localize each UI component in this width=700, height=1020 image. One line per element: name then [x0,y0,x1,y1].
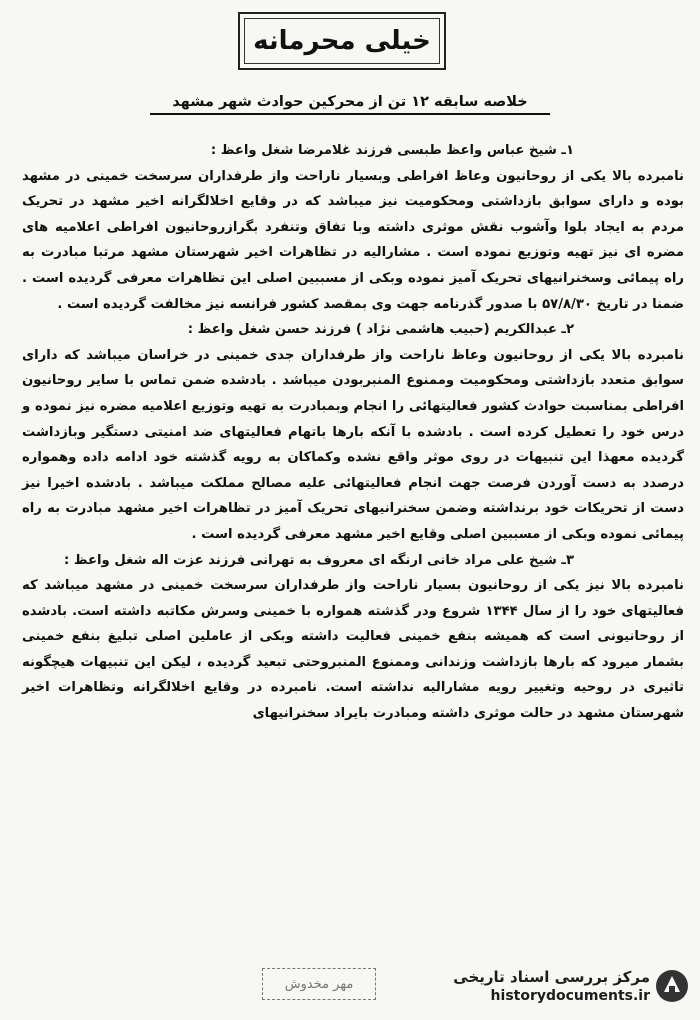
watermark-name: مرکز بررسی اسناد تاریخی [453,968,650,986]
watermark-text [453,968,650,1004]
archive-logo-icon [654,968,690,1004]
section-text-1: نامبرده بالا یکی از روحانیون وعاظ افراطی وبسیار ناراحت واز طرفداران سرسخت خمینی در مشهد بوده و دارای سوابق بازداشتی ومحکومیت نیز میباشد که در وقایع اخلالگرانه اخیر مشهد در تحریک مردم به ایجاد بلوا وآشوب نقش موثری داشته وبا تفاق وتنفرد بگرازروحانیون افراطی اعلامیه های مضره ای نیز تهیه وتوزیع نموده است . مشارالیه در تظاهرات اخیر شهرستان مشهد مرتبا مبادرت به راه پیمائی وسخنرانیهای تحریک آمیز نموده وبکی از مسببین اصلی این تظاهرات معرفی گردیده است . ضمنا در تاریخ ۵۷/۸/۳۰ با صدور گذرنامه جهت وی بمقصد کشور فرانسه نیز مخالفت گردیده است . [22,168,684,312]
document-body [22,138,684,727]
classification-stamp: خیلی محرمانه [238,12,446,70]
section-text-2: نامبرده بالا یکی از روحانیون وعاظ ناراحت واز طرفداران جدی خمینی در خراسان میباشد که دارای سوابق متعدد بازداشتی ومحکومیت وممنوع المنبربودن میباشد . بادشده ضمن تماس با سایر روحانیون افراطی بمناسبت حوادث کشور فعالیتهائی را انجام وبمبادرت به تهیه وتوزیع اعلامیه مضره نیز نموده و درس خود را تعطیل کرده است . بادشده با آنکه بارها باتهام فعالیتهای ضد امنیتی دستگیر وبازداشت گردیده معهذا این تنبیهات در روی موثر واقع نشده وکماکان به رویه گذشته خود ادامه داده وهمواره درصدد به دست آوردن فرصت جهت انجام فعالیتهائی علیه مصالح مملکت میباشد . بادشده اخیرا نیز دست از تحریکات خود برنداشته وضمن سخنرانیهای تحریک آمیز در تظاهرات اخیر مشهد مبادرت به راه پیمائی نموده وبکی از مسببین اصلی وقایع اخیر مشهد معرفی گردیده است . [22,347,684,542]
document-title: خلاصه سابقه ۱۲ تن از محرکین حوادث شهر مشهد [150,94,550,115]
watermark-url: historydocuments.ir [490,988,650,1004]
section-heading-3: ۳ـ شیخ علی مراد خانی ارنگه ای معروف به تهرانی فرزند عزت اله شغل واعظ : [64,552,574,568]
section-text-3: نامبرده بالا نیز یکی از روحانیون بسیار ناراحت واز طرفداران سرسخت خمینی در مشهد میباشد که فعالیتهای خود را از سال ۱۳۴۴ شروع ودر گذشته همواره با خمینی وسرش مکاتبه داشته است. بادشده از روحانیونی است که همیشه بنفع خمینی فعالیت داشته وبکی از عاملین اصلی تبلیغ بنفع خمینی بشمار میرود که بارها بازداشت وزندانی وممنوع المنبروحتی تبعید گردیده ، لیکن این تنبیهات هیچگونه تاثیری در روحیه وتغییر رویه مشارالیه نداشته است. نامبرده در وقایع اخلالگرانه وتظاهرات اخیر شهرستان مشهد در حالت موثری داشته ومبادرت بایراد سخنرانیهای [22,578,685,722]
faded-stamp: مهر مخدوش [262,968,376,1000]
watermark [410,962,696,1018]
section-heading-1: ۱ـ شیخ عباس واعظ طبسی فرزند غلامرضا شغل واعظ : [210,143,574,158]
section-heading-2: ۲ـ عبدالکریم (حبیب هاشمی نژاد ) فرزند حسن شغل واعظ : [187,322,574,338]
